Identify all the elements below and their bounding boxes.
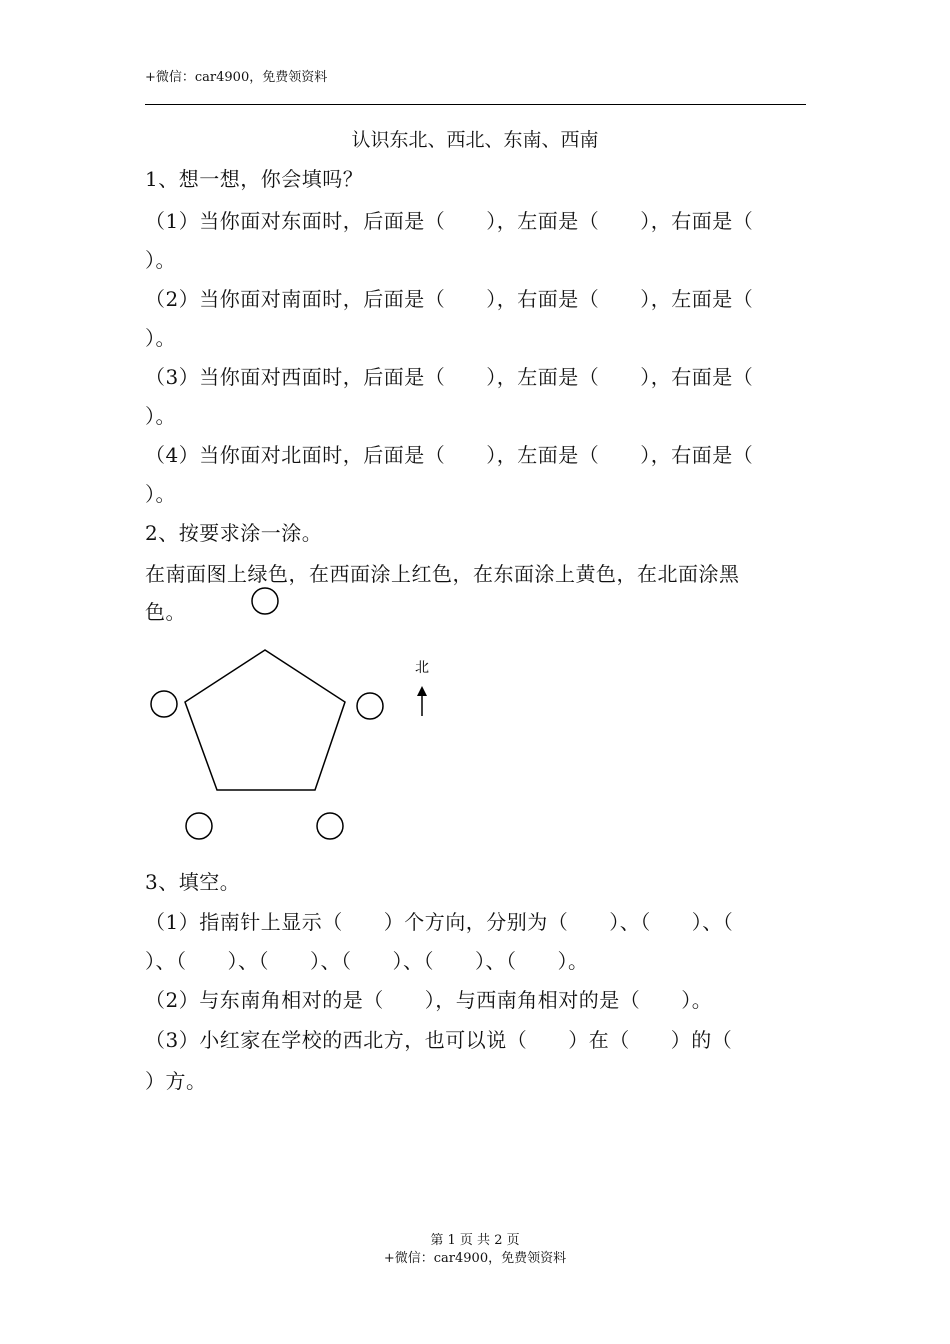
section1-line: （2）当你面对南面时，后面是（ ），右面是（ ），左面是（ [145,287,754,311]
section3-line: ）方。 [145,1069,207,1093]
section1-line: ）。 [145,326,176,350]
section3-line: （2）与东南角相对的是（ ），与西南角相对的是（ ）。 [145,988,713,1012]
section3-line: （3）小红家在学校的西北方，也可以说（ ）在（ ）的（ [145,1028,733,1052]
footer-note: +微信：car4900，免费领资料 [383,1251,567,1266]
page-title: 认识东北、西北、东南、西南 [351,129,599,151]
north-arrow-icon [417,686,427,716]
section3-line: （1）指南针上显示（ ）个方向，分别为（ ）、（ ）、（ [145,910,734,934]
southwest-circle[interactable] [186,813,212,839]
section2-heading: 2、按要求涂一涂。 [145,521,323,545]
section1-line: ）。 [145,404,176,428]
header-note: +微信：car4900，免费领资料 [145,70,328,85]
north-label: 北 [415,660,429,676]
header-divider [145,104,806,105]
section3-heading: 3、填空。 [145,870,241,894]
page-number: 第 1 页 共 2 页 [430,1233,520,1248]
southeast-circle[interactable] [317,813,343,839]
section2-instruction: 在南面图上绿色，在西面涂上红色，在东面涂上黄色，在北面涂黑 [145,562,740,586]
pentagon-diagram [140,580,460,850]
section1-line: （3）当你面对西面时，后面是（ ），左面是（ ），右面是（ [145,365,754,389]
section1-line: ）。 [145,482,176,506]
section3-line: ）、（ ）、（ ）、（ ）、（ ）、（ ）。 [145,949,589,973]
west-circle[interactable] [151,691,177,717]
section1-heading: 1、想一想，你会填吗？ [145,167,364,191]
pentagon-shape [185,650,345,790]
section1-line: （1）当你面对东面时，后面是（ ），左面是（ ），右面是（ [145,209,754,233]
section1-line: （4）当你面对北面时，后面是（ ），左面是（ ），右面是（ [145,443,754,467]
north-circle[interactable] [252,588,278,614]
section2-instruction: 色。 [145,600,186,624]
east-circle[interactable] [357,693,383,719]
section1-line: ）。 [145,248,176,272]
